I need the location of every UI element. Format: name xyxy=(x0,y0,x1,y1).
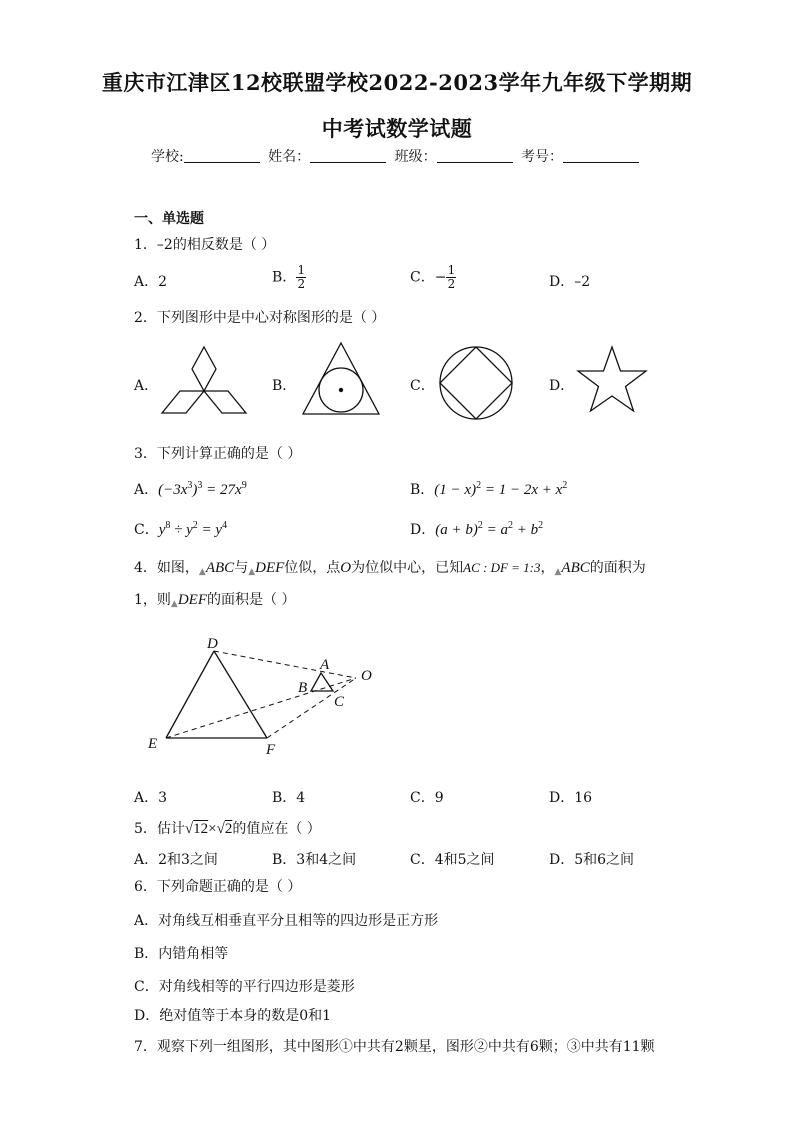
q3-option-a-formula: $(-3x^3)^3 = 27x^9$ xyxy=(158,480,247,498)
q1-option-c-prefix: C．− xyxy=(410,269,447,286)
q4-text-7: 1，则 xyxy=(134,592,171,608)
q4-option-b: B．4 xyxy=(272,790,306,806)
triangle-symbol-icon: ▲ xyxy=(170,599,178,609)
exam-no-label: 考号： xyxy=(521,149,564,165)
q4-text-3: 位似，点 xyxy=(284,560,341,576)
q3-stem: 3．下列计算正确的是（ ） xyxy=(134,446,302,462)
q3-option-d-prefix: D． xyxy=(410,522,436,538)
q1-b-denominator: 2 xyxy=(297,277,306,291)
q4-def-2: DEF xyxy=(177,592,208,608)
q4-abc-2: ABC xyxy=(561,560,590,576)
q5-option-d: D．5和6之间 xyxy=(549,852,635,868)
school-label: 学校: xyxy=(150,149,184,165)
vertex-label-e: E xyxy=(148,736,158,752)
q5-option-a: A．2和3之间 xyxy=(134,852,218,868)
q2-option-b: B． xyxy=(272,378,297,394)
vertex-label-b: B xyxy=(298,680,308,696)
section-single-choice: 一、单选题 xyxy=(134,211,204,227)
q5-stem xyxy=(134,818,321,838)
q3-option-b-prefix: B． xyxy=(410,482,435,498)
exam-title-line2: 中考试数学试题 xyxy=(321,116,473,141)
q1-c-denominator: 2 xyxy=(447,277,456,291)
q4-ratio: AC : DF = 1:3 xyxy=(463,560,541,575)
q2-stem: 2．下列图形中是中心对称图形的是（ ） xyxy=(134,310,386,326)
q6-stem: 6．下列命题正确的是（ ） xyxy=(134,879,302,895)
q1-stem: 1．–2的相反数是（ ） xyxy=(134,237,276,253)
q4-option-d: D．16 xyxy=(549,790,593,806)
q1-b-numerator: 1 xyxy=(297,263,306,277)
q7-stem: 7．观察下列一组图形，其中图形①中共有2颗星，图形②中共有6颗；③中共有11颗 xyxy=(134,1039,655,1055)
vertex-label-d: D xyxy=(207,636,218,652)
q1-option-a: A．2 xyxy=(134,274,168,290)
q1-c-numerator: 1 xyxy=(447,263,456,277)
q3-option-a-prefix: A． xyxy=(134,482,159,498)
q3-option-c-prefix: C． xyxy=(134,522,159,538)
q6-option-b: B．内错角相等 xyxy=(134,946,229,962)
vertex-label-c: C xyxy=(334,694,345,710)
q1-option-b-prefix: B． xyxy=(272,269,297,286)
exam-title-line1: 重庆市江津区12校联盟学校2022-2023学年九年级下学期期 xyxy=(101,70,693,95)
center-label-o: O xyxy=(361,668,372,684)
vertex-label-a: A xyxy=(320,657,330,673)
q5-text-2: 的值应在（ ） xyxy=(232,821,321,837)
q4-text-8: 的面积是（ ） xyxy=(207,592,296,608)
q2-option-a: A． xyxy=(134,378,159,394)
q4-text-6: 的面积为 xyxy=(589,560,646,576)
vertex-label-f: F xyxy=(266,742,276,758)
q4-abc: ABC xyxy=(205,560,235,576)
q2-option-c: C． xyxy=(410,378,435,394)
q4-def: DEF xyxy=(255,560,285,576)
q6-option-c: C．对角线相等的平行四边形是菱形 xyxy=(134,979,355,995)
q5-option-b: B．3和4之间 xyxy=(272,852,357,868)
q1-option-d: D．–2 xyxy=(549,274,591,290)
q6-option-a: A．对角线互相垂直平分且相等的四边形是正方形 xyxy=(134,913,439,929)
q3-option-d-formula: $(a + b)^2 = a^2 + b^2$ xyxy=(435,520,544,538)
q5-text-1: 5．估计 xyxy=(134,821,185,837)
q4-text-4: 为位似中心，已知 xyxy=(351,560,464,576)
q3-option-b-formula: $(1 - x)^2 = 1 - 2x + x^2$ xyxy=(434,480,568,498)
q5-radical-expression: √12×√2 xyxy=(184,821,233,837)
q4-option-c: C．9 xyxy=(410,790,444,806)
triangle-symbol-icon: ▲ xyxy=(198,567,206,577)
name-label: 姓名： xyxy=(268,149,311,165)
q6-option-d: D．绝对值等于本身的数是0和1 xyxy=(134,1008,332,1024)
q4-text-1: 4．如图， xyxy=(134,560,199,576)
q2-option-d: D． xyxy=(549,378,575,394)
q5-option-c: C．4和5之间 xyxy=(410,852,495,868)
triangle-symbol-icon: ▲ xyxy=(554,567,562,577)
q4-text-5: ， xyxy=(540,560,555,576)
class-label: 班级： xyxy=(394,149,437,165)
q4-text-2: 与 xyxy=(234,560,249,576)
triangle-symbol-icon: ▲ xyxy=(248,567,256,577)
q4-o: O xyxy=(340,560,352,576)
q3-option-c-formula: $y^8 \div y^2 = y^4$ xyxy=(158,520,228,538)
q4-option-a: A．3 xyxy=(134,790,168,806)
